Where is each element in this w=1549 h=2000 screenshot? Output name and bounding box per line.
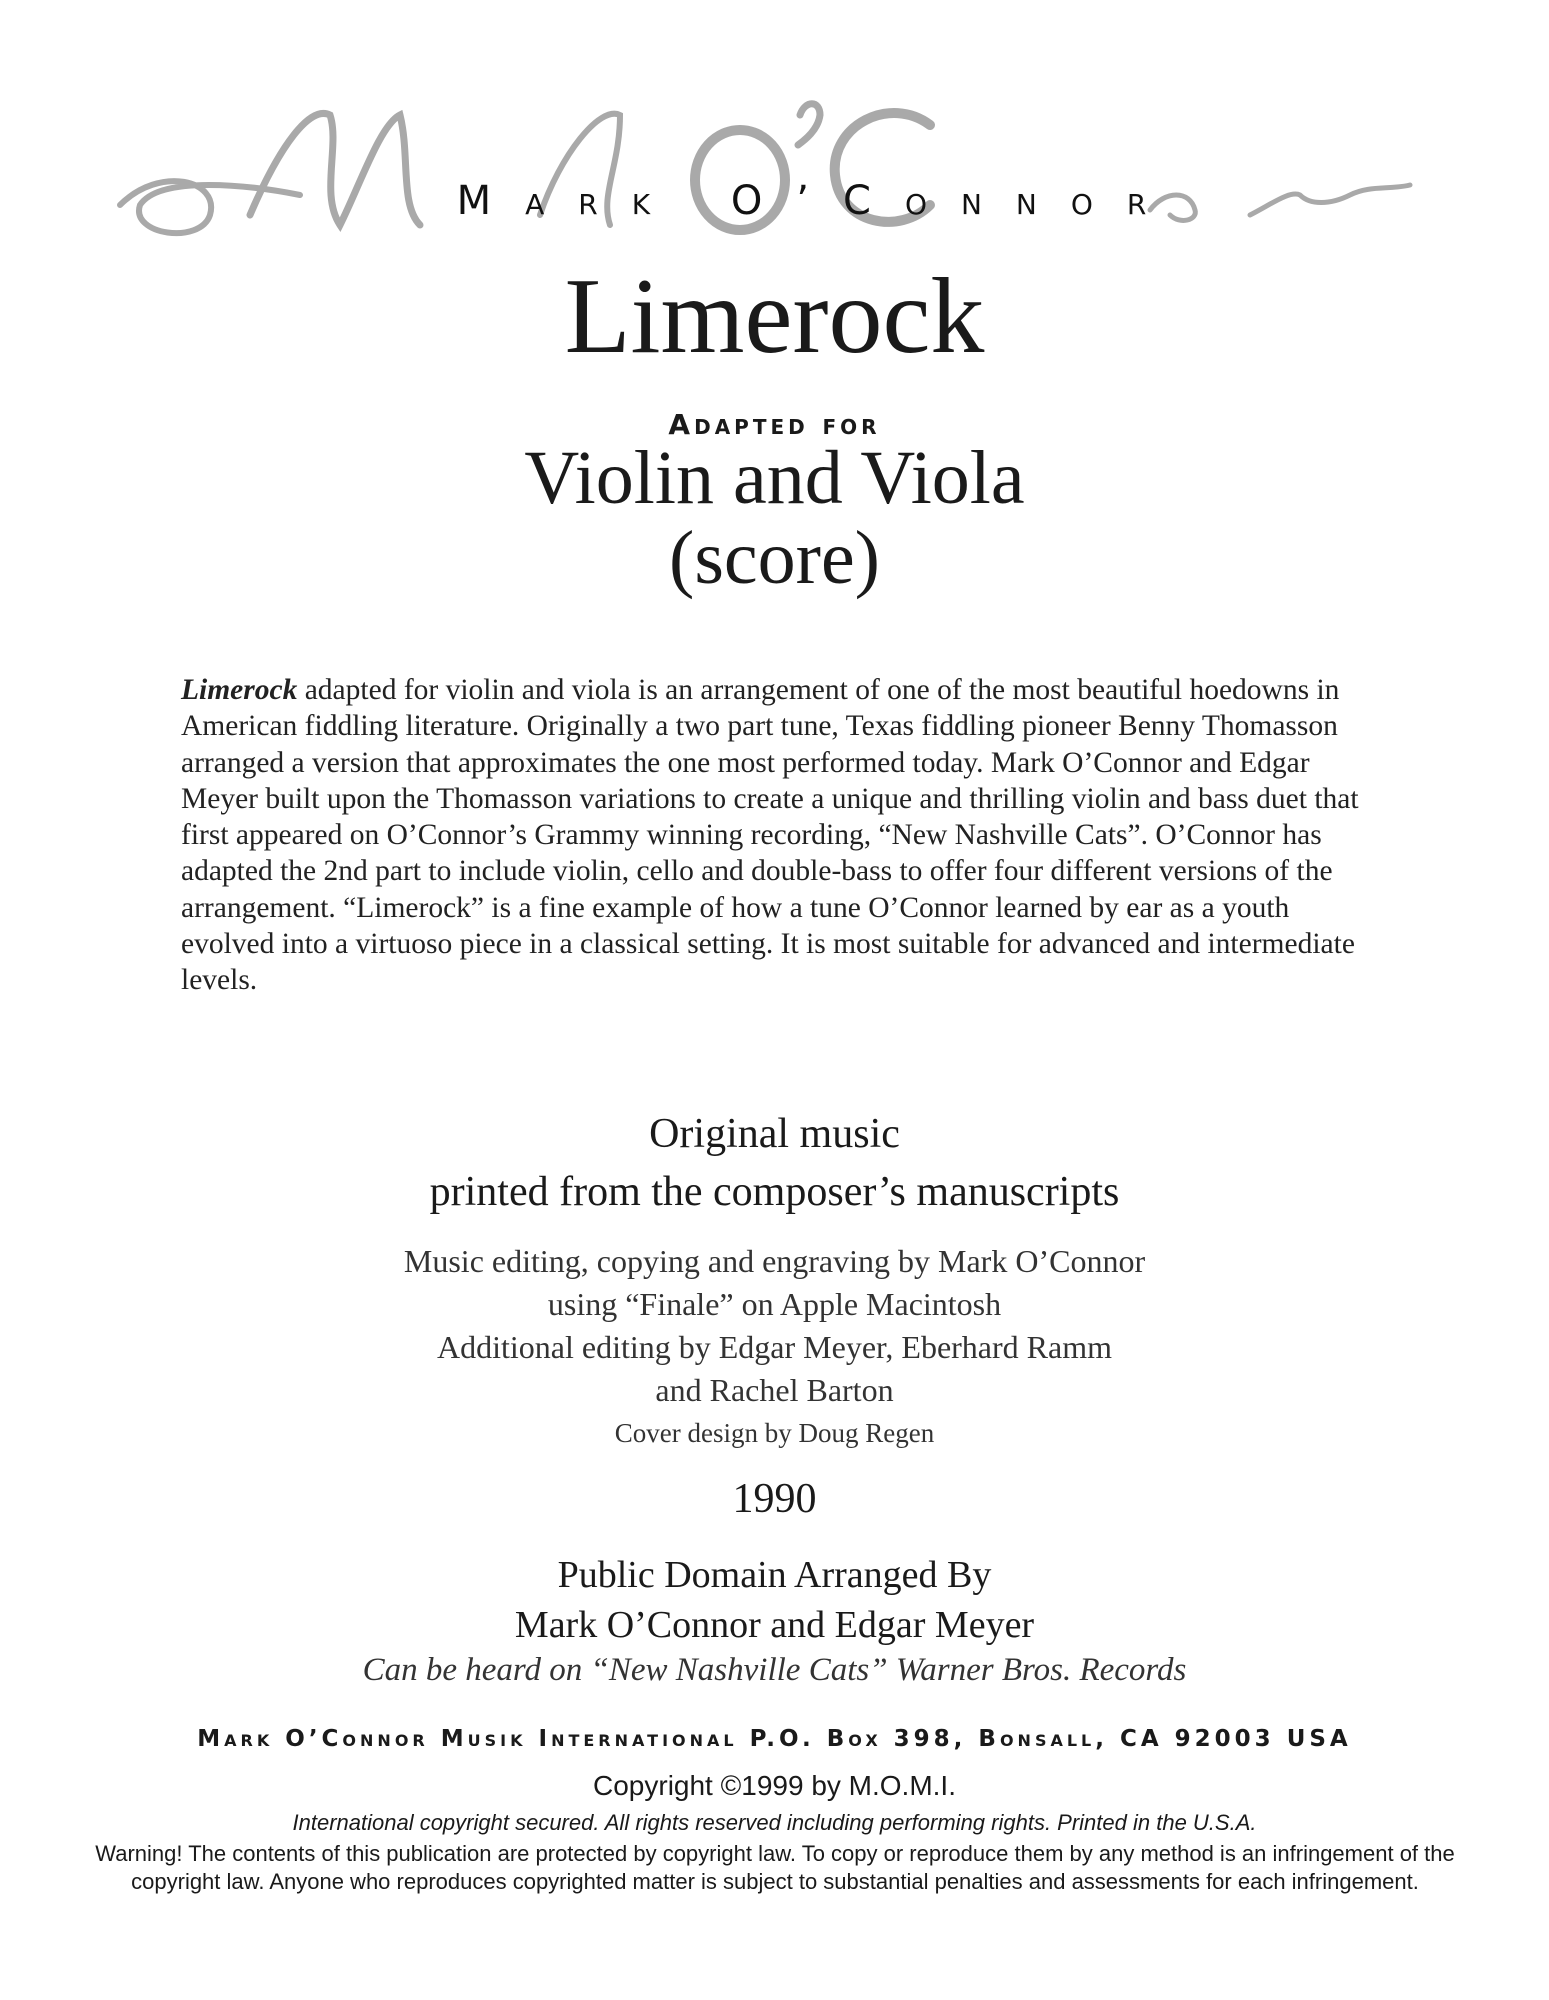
- description-paragraph: [181, 672, 1381, 999]
- credit-line: Music editing, copying and engraving by Mark O’Connor: [403, 1243, 1146, 1279]
- credit-line: and Rachel Barton: [655, 1372, 894, 1408]
- credit-line: using “Finale” on Apple Macintosh: [547, 1286, 1002, 1322]
- copyright-notice: Copyright ©1999 by M.O.M.I.: [593, 1770, 956, 1801]
- composer-name: Mark O’Connor: [456, 178, 1181, 224]
- description-lead: Limerock: [181, 674, 298, 706]
- piece-title: Limerock: [564, 257, 985, 376]
- original-music-line-2: printed from the composer’s manuscripts: [429, 1169, 1120, 1215]
- signature-graphic: [100, 85, 1430, 255]
- recording-note: Can be heard on “New Nashville Cats” Warner Bros. Records: [362, 1652, 1187, 1688]
- warning-notice: Warning! The contents of this publication are protected by copyright law. To copy or reproduce them by any method is an infringement of the copyright law. Anyone who reproduces copyrighted matter is subject to substantial penalties and assessments for each infringement.: [95, 1841, 1455, 1894]
- arranged-by-label: Public Domain Arranged By: [557, 1554, 992, 1596]
- signature-logo: [100, 85, 1430, 255]
- publisher-address: Mark O’Connor Musik International P.O. Box 398, Bonsall, CA 92003 USA: [197, 1726, 1352, 1752]
- credit-line: Additional editing by Edgar Meyer, Eberhard Ramm: [437, 1329, 1112, 1365]
- instrumentation: Violin and Viola: [524, 436, 1025, 520]
- rights-notice: International copyright secured. All rights reserved including performing rights. Printed in the U.S.A.: [292, 1810, 1257, 1835]
- adapted-label: Adapted for: [668, 408, 881, 441]
- score-label: (score): [669, 516, 880, 600]
- description-body: adapted for violin and viola is an arrangement of one of the most beautiful hoedowns in American fiddling literature. Originally a two part tune, Texas fiddling pioneer Benny Thomasson arranged a version that approximates the one most performed today. Mark O’Connor and Edgar Meyer built upon the Thomasson variations to create a unique and thrilling violin and bass duet that first appeared on O’Connor’s Grammy winning recording, “New Nashville Cats”. O’Connor has adapted the 2nd part to include violin, cello and double-bass to offer four different versions of the arrangement. “Limerock” is a fine example of how a tune O’Connor learned by ear as a youth evolved into a virtuoso piece in a classical setting. It is most suitable for advanced and intermediate levels.: [181, 674, 1359, 997]
- cover-design-credit: Cover design by Doug Regen: [614, 1418, 935, 1448]
- year: 1990: [732, 1476, 817, 1522]
- original-music-line-1: Original music: [649, 1111, 900, 1157]
- arrangers: Mark O’Connor and Edgar Meyer: [514, 1604, 1035, 1646]
